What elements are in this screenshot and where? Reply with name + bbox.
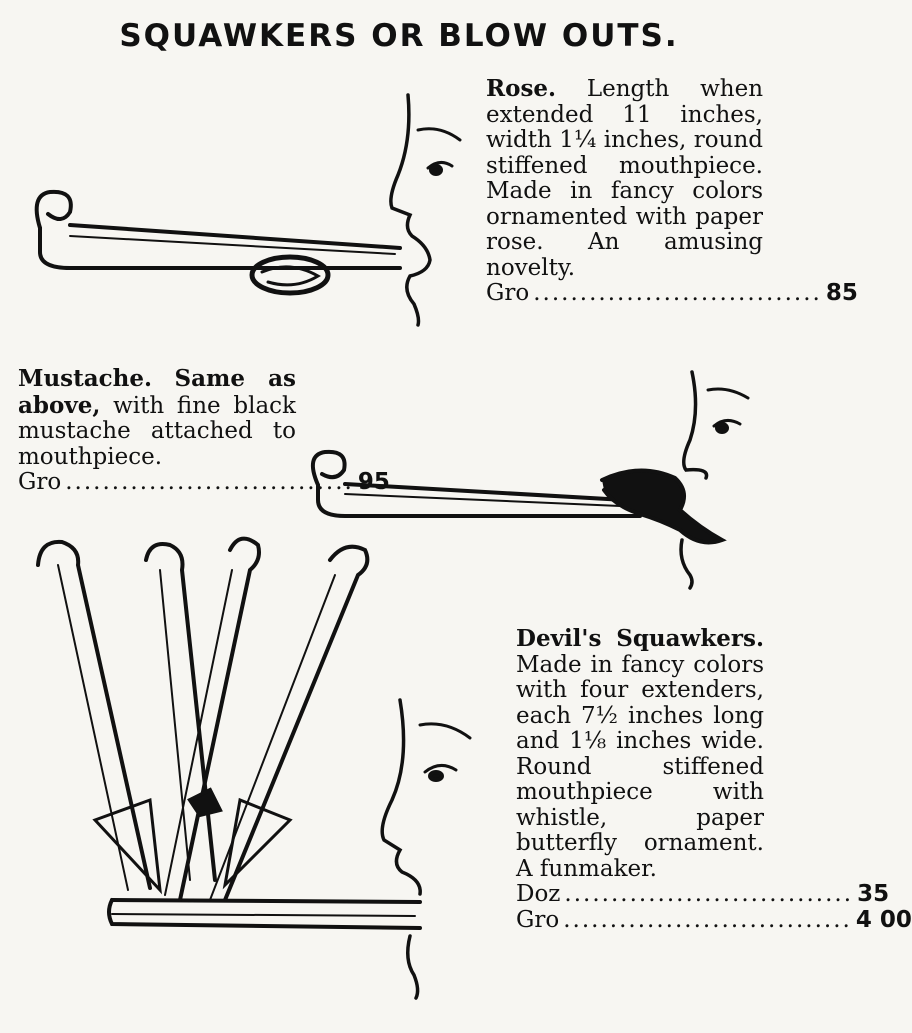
page-title: SQUAWKERS OR BLOW OUTS. xyxy=(119,18,679,54)
devils-name: Devil's Squawkers. xyxy=(516,625,764,652)
mustache-name: Mustache. xyxy=(18,365,153,392)
devils-price-unit-gro: Gro xyxy=(516,906,560,933)
rose-price-value: 85 xyxy=(825,280,858,306)
leader-dots: ............................... xyxy=(65,469,354,495)
leader-dots: ............................... xyxy=(563,906,852,933)
devils-price-unit-doz: Doz xyxy=(516,881,561,907)
devils-text: Made in fancy colors with four extenders, each 7½ inches long and 1⅛ inches wide. Round stiffened mouthpiece with whistle, paper butterfly ornament. A funmaker. xyxy=(516,651,764,882)
mustache-price-value: 95 xyxy=(357,469,390,495)
mustache-name-extra: Same as above, xyxy=(18,365,296,419)
rose-name: Rose. xyxy=(486,75,557,102)
rose-text: Length when extended 11 inches, width 1¼ inches, round stiffened mouthpiece. Made in fancy colors ornamented with paper rose. An amusing novelty. xyxy=(486,76,764,281)
devils-squawkers-description xyxy=(516,625,912,933)
leader-dots: ............................... xyxy=(533,280,822,306)
devils-price-value-doz: 35 xyxy=(857,881,890,907)
devils-price-value-gro: 4 00 xyxy=(855,906,912,933)
mustache-price-unit: Gro xyxy=(18,469,62,495)
devils-price-line-gro xyxy=(516,906,912,934)
rose-price-unit: Gro xyxy=(486,280,530,306)
devils-price-line-doz xyxy=(516,881,890,908)
leader-dots: ............................... xyxy=(564,881,854,907)
mustache-text: with fine black mustache attached to mouthpiece. xyxy=(18,392,296,470)
